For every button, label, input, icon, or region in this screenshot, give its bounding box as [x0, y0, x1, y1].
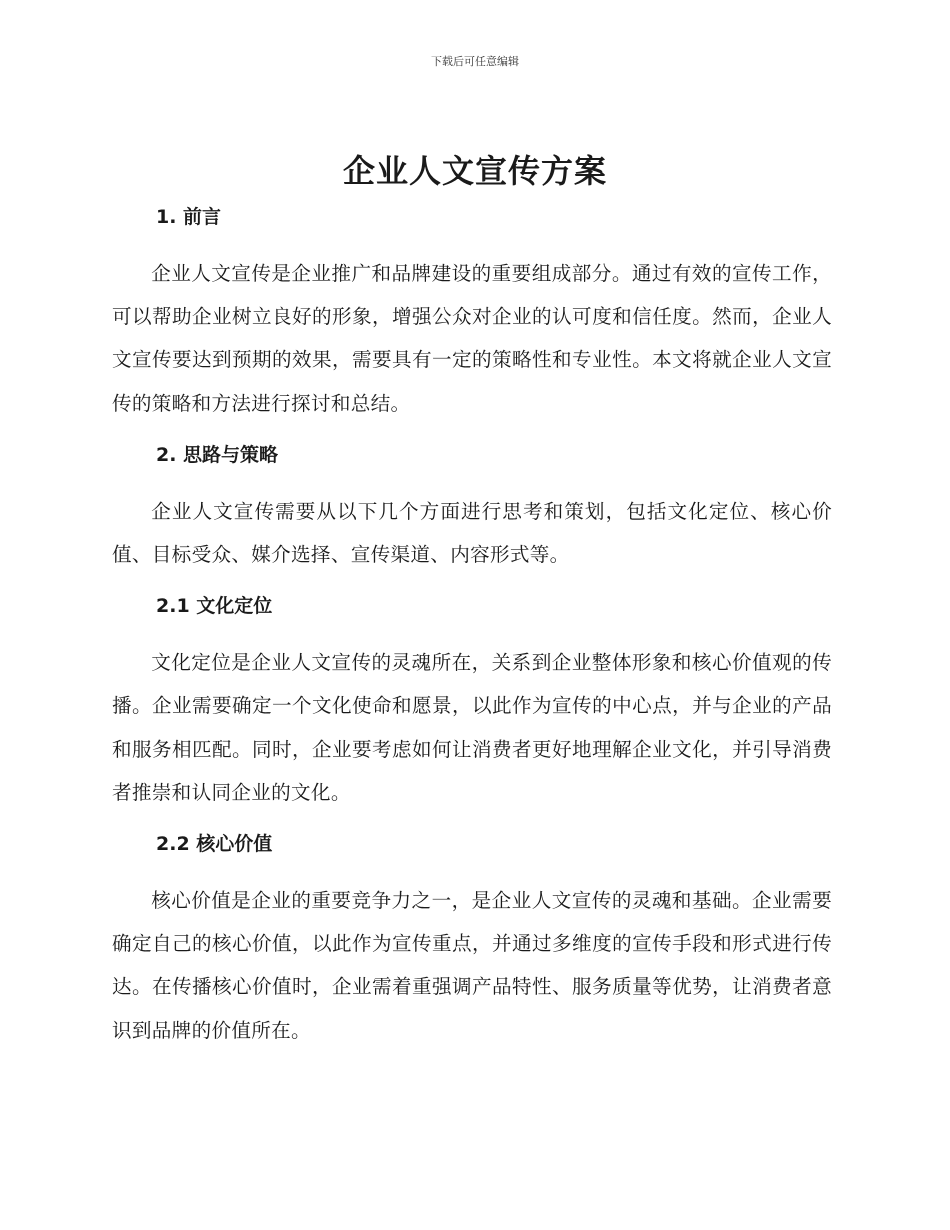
section-preface: [112, 200, 832, 425]
section-paragraph: 核心价值是企业的重要竞争力之一，是企业人文宣传的灵魂和基础。企业需要确定自己的核心价值，以此作为宣传重点，并通过多维度的宣传手段和形式进行传达。在传播核心价值时，企业需着重强调产品特性、服务质量等优势，让消费者意识到品牌的价值所在。: [112, 889, 832, 1042]
running-header: 下载后可任意编辑: [431, 55, 519, 68]
section-heading: 1. 前言: [156, 206, 222, 228]
section-paragraph: 文化定位是企业人文宣传的灵魂所在，关系到企业整体形象和核心价值观的传播。企业需要确定一个文化使命和愿景，以此作为宣传的中心点，并与企业的产品和服务相匹配。同时，企业要考虑如何让消费者更好地理解企业文化，并引导消费者推崇和认同企业的文化。: [112, 651, 832, 804]
section-heading: 2. 思路与策略: [156, 443, 279, 466]
section-approach-strategy: [112, 438, 832, 576]
section-heading: 2.1 文化定位: [156, 595, 273, 618]
document-title: 企业人文宣传方案: [342, 152, 607, 190]
section-paragraph: 企业人文宣传需要从以下几个方面进行思考和策划，包括文化定位、核心价值、目标受众、媒介选择、宣传渠道、内容形式等。: [112, 499, 832, 567]
section-core-value: [112, 827, 832, 1052]
document-body: [112, 200, 832, 1052]
section-paragraph: 企业人文宣传是企业推广和品牌建设的重要组成部分。通过有效的宣传工作，可以帮助企业树立良好的形象，增强公众对企业的认可度和信任度。然而，企业人文宣传要达到预期的效果，需要具有一定的策略性和专业性。本文将就企业人文宣传的策略和方法进行探讨和总结。: [112, 262, 832, 415]
section-cultural-positioning: [112, 589, 832, 814]
section-heading: 2.2 核心价值: [156, 833, 273, 856]
